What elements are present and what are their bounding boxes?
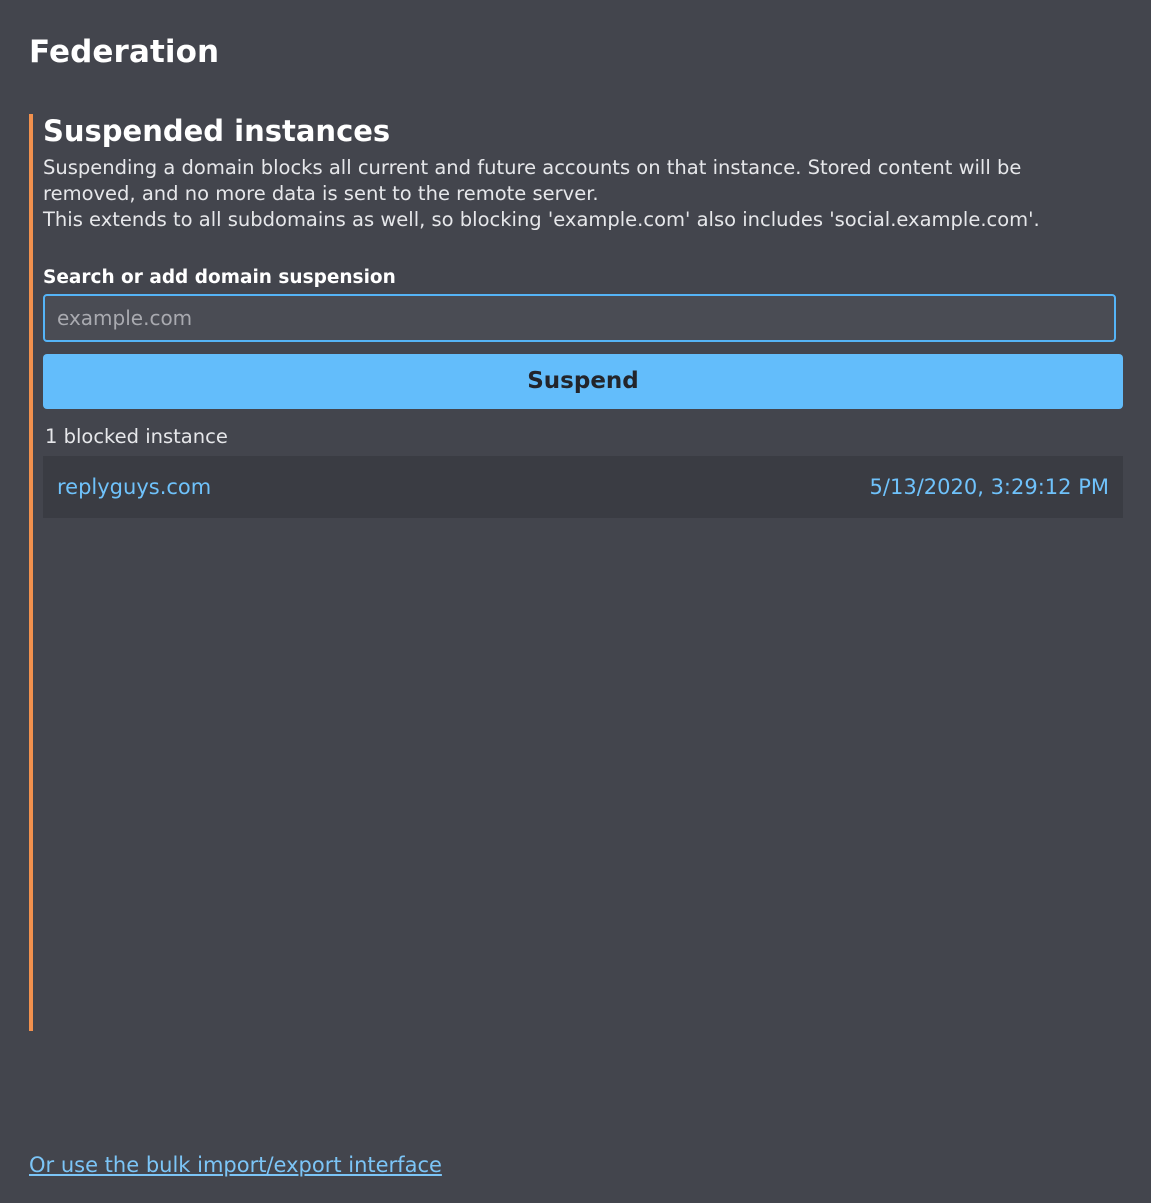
search-input-label: Search or add domain suspension xyxy=(43,266,396,288)
description-line-2: This extends to all subdomains as well, so blocking 'example.com' also includes 'social.example.com'. xyxy=(43,207,1040,231)
search-input[interactable] xyxy=(43,294,1116,342)
instance-domain-link[interactable]: replyguys.com xyxy=(57,474,212,499)
bulk-import-export-link[interactable]: Or use the bulk import/export interface xyxy=(29,1153,442,1177)
blocked-instance-count: 1 blocked instance xyxy=(45,424,228,448)
suspended-instances-section xyxy=(29,114,1151,1031)
section-description xyxy=(43,155,1103,233)
description-line-1: Suspending a domain blocks all current and future accounts on that instance. Stored content will be removed, and no more data is sent to the remote server. xyxy=(43,155,1022,205)
section-title: Suspended instances xyxy=(43,114,391,148)
suspend-button[interactable]: Suspend xyxy=(43,354,1123,409)
instance-blocked-date: 5/13/2020, 3:29:12 PM xyxy=(869,474,1109,499)
table-row[interactable] xyxy=(43,456,1123,518)
page-title: Federation xyxy=(29,34,220,70)
federation-page xyxy=(0,34,1151,1203)
